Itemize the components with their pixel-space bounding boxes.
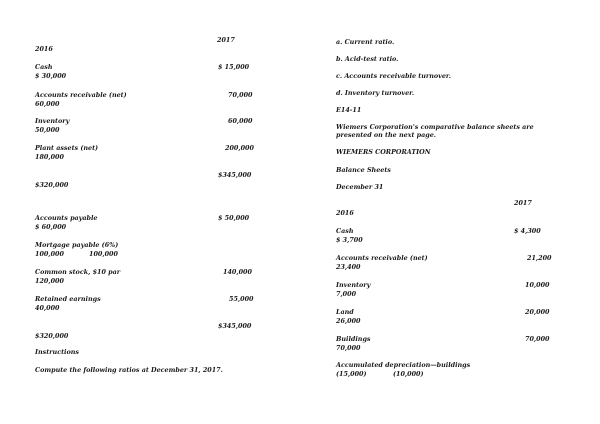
row-current-value: 200,000	[225, 144, 254, 152]
row-prior-value: 180,000	[35, 153, 64, 161]
row-label: Mortgage payable (6%)	[35, 241, 119, 249]
year-current-header: 2017	[217, 36, 235, 44]
row-prior-value: 70,000	[336, 344, 361, 352]
row-label: Common stock, $10 par	[35, 268, 121, 276]
statement-title: Balance Sheets	[336, 166, 391, 174]
row-current-value: $ 15,000	[218, 63, 250, 71]
row-prior-value: (10,000)	[393, 370, 424, 378]
total-liabilities-current: $345,000	[218, 322, 252, 330]
row-label: Land	[336, 308, 354, 316]
ratio-item: b. Acid-test ratio.	[336, 55, 399, 63]
instructions-text: Compute the following ratios at December 31, 2017.	[35, 366, 223, 374]
total-assets-prior: $320,000	[35, 181, 69, 189]
year-current-header: 2017	[514, 199, 532, 207]
instructions-heading: Instructions	[35, 348, 79, 356]
row-current-value: 100,000	[35, 250, 64, 258]
row-label: Inventory	[336, 281, 371, 289]
row-prior-value: 100,000	[89, 250, 118, 258]
row-label: Cash	[336, 227, 354, 235]
total-liabilities-prior: $320,000	[35, 332, 69, 340]
row-label: Accounts payable	[35, 214, 98, 222]
row-prior-value: 120,000	[35, 277, 64, 285]
row-prior-value: $ 60,000	[35, 223, 67, 231]
row-prior-value: 7,000	[336, 290, 357, 298]
total-assets-current: $345,000	[218, 171, 252, 179]
row-label: Buildings	[336, 335, 371, 343]
row-current-value: 70,000	[228, 91, 253, 99]
row-prior-value: 23,400	[336, 263, 361, 271]
row-current-value: 20,000	[525, 308, 550, 316]
row-current-value: (15,000)	[336, 370, 367, 378]
row-prior-value: $ 3,700	[336, 236, 363, 244]
year-prior-header: 2016	[336, 209, 354, 217]
statement-date: December 31	[336, 183, 384, 191]
row-prior-value: 60,000	[35, 100, 60, 108]
row-current-value: 140,000	[223, 268, 252, 276]
exercise-id: E14-11	[336, 106, 362, 114]
row-current-value: $ 4,300	[514, 227, 541, 235]
ratio-item: c. Accounts receivable turnover.	[336, 72, 451, 80]
row-label: Accumulated depreciation—buildings	[336, 361, 471, 369]
row-current-value: 70,000	[525, 335, 550, 343]
intro-text-line2: presented on the next page.	[336, 131, 437, 139]
row-prior-value: 50,000	[35, 126, 60, 134]
ratio-item: d. Inventory turnover.	[336, 89, 415, 97]
row-label: Inventory	[35, 117, 70, 125]
row-current-value: 60,000	[228, 117, 253, 125]
row-current-value: 10,000	[525, 281, 550, 289]
row-label: Cash	[35, 63, 53, 71]
row-prior-value: $ 30,000	[35, 72, 67, 80]
row-label: Accounts receivable (net)	[35, 91, 127, 99]
row-current-value: 21,200	[527, 254, 552, 262]
row-prior-value: 40,000	[35, 304, 60, 312]
intro-text-line1: Wiemers Corporation's comparative balance sheets are	[336, 123, 534, 131]
row-current-value: $ 50,000	[218, 214, 250, 222]
ratio-item: a. Current ratio.	[336, 38, 395, 46]
row-prior-value: 26,000	[336, 317, 361, 325]
company-name: WIEMERS CORPORATION	[336, 148, 431, 156]
row-label: Plant assets (net)	[35, 144, 99, 152]
row-current-value: 55,000	[229, 295, 254, 303]
year-prior-header: 2016	[35, 45, 53, 53]
row-label: Accounts receivable (net)	[336, 254, 428, 262]
row-label: Retained earnings	[35, 295, 101, 303]
